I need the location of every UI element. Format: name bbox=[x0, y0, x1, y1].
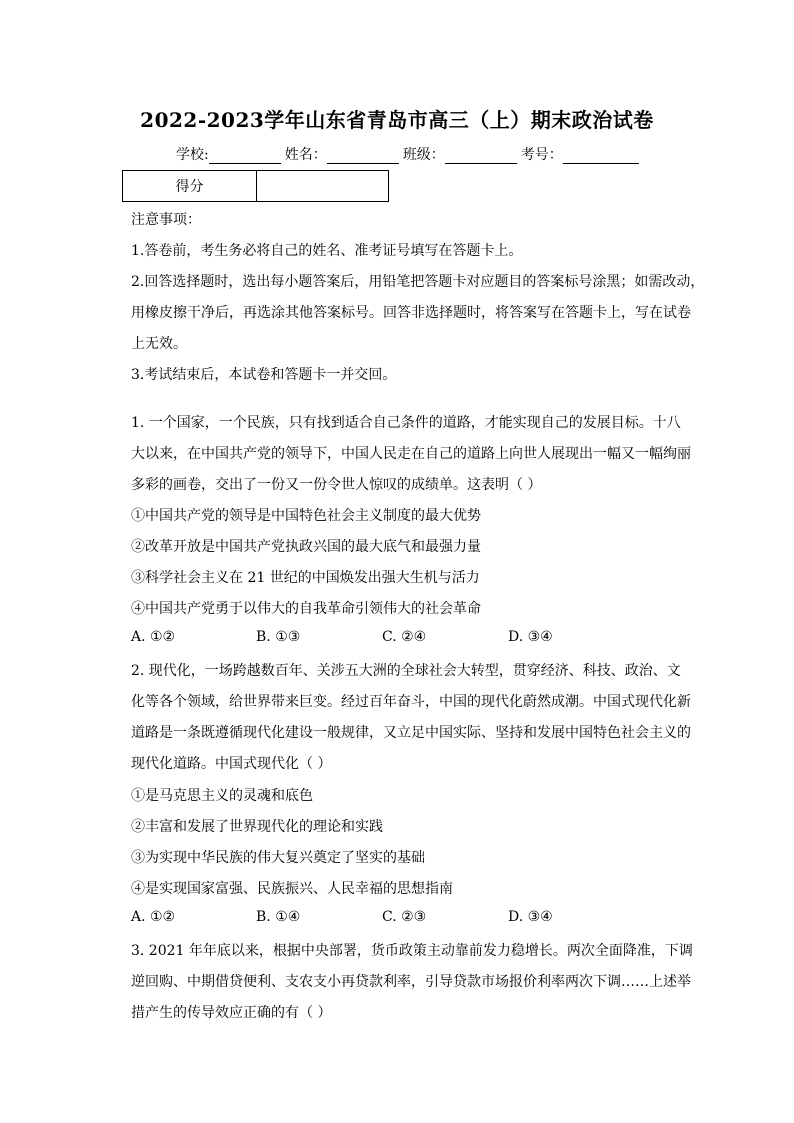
question-stem-line: 逆回购、中期借贷便利、支农支小再贷款利率，引导贷款市场报价利率两次下调……上述举 bbox=[131, 974, 691, 990]
question-statement: ③为实现中华民族的伟大复兴奠定了坚实的基础 bbox=[131, 850, 425, 866]
school-label: 学校: bbox=[176, 147, 209, 163]
option-b[interactable]: B. ①④ bbox=[256, 909, 301, 925]
question-stem-line: 化等各个领域，给世界带来巨变。经过百年奋斗，中国的现代化蔚然成潮。中国式现代化新 bbox=[131, 694, 691, 710]
student-info-row bbox=[176, 144, 643, 164]
option-c[interactable]: C. ②④ bbox=[382, 629, 427, 645]
school-blank[interactable] bbox=[209, 149, 281, 164]
question-stem-line: 道路是一条既遵循现代化建设一般规律，又立足中国实际、坚持和发展中国特色社会主义的 bbox=[131, 725, 691, 741]
notice-heading: 注意事项： bbox=[131, 212, 201, 228]
question-stem-line: 2. 现代化，一场跨越数百年、关涉五大洲的全球社会大转型，贯穿经济、科技、政治、文 bbox=[131, 663, 681, 679]
option-b[interactable]: B. ①③ bbox=[256, 629, 301, 645]
question-stem-line: 多彩的画卷，交出了一份又一份令世人惊叹的成绩单。这表明（ ） bbox=[131, 477, 542, 493]
question-stem-line: 大以来，在中国共产党的领导下，中国人民走在自己的道路上向世人展现出一幅又一幅绚丽 bbox=[131, 446, 691, 462]
notice-line: 1.答卷前，考生务必将自己的姓名、准考证号填写在答题卡上。 bbox=[131, 243, 523, 259]
notice-line: 上无效。 bbox=[131, 336, 187, 352]
question-statement: ①中国共产党的领导是中国特色社会主义制度的最大优势 bbox=[131, 508, 481, 524]
notice-line: 用橡皮擦干净后，再选涂其他答案标号。回答非选择题时，将答案写在答题卡上，写在试卷 bbox=[131, 305, 691, 321]
score-cell[interactable] bbox=[257, 171, 389, 202]
question-stem-line: 3. 2021 年年底以来，根据中央部署，货币政策主动靠前发力稳增长。两次全面降准，下调 bbox=[131, 943, 693, 959]
class-label: 班级： bbox=[402, 147, 445, 163]
option-a[interactable]: A. ①② bbox=[131, 909, 176, 925]
option-d[interactable]: D. ③④ bbox=[508, 909, 553, 925]
question-statement: ②改革开放是中国共产党执政兴国的最大底气和最强力量 bbox=[131, 539, 481, 555]
notice-line: 2.回答选择题时，选出每小题答案后，用铅笔把答题卡对应题目的答案标号涂黑；如需改动， bbox=[131, 274, 705, 290]
question-stem-line: 1. 一个国家，一个民族，只有找到适合自己条件的道路，才能实现自己的发展目标。十八 bbox=[131, 415, 681, 431]
question-statement: ③科学社会主义在 21 世纪的中国焕发出强大生机与活力 bbox=[131, 570, 480, 586]
exam-number-label: 考号： bbox=[520, 147, 563, 163]
score-label: 得分 bbox=[123, 171, 257, 202]
option-c[interactable]: C. ②③ bbox=[382, 909, 427, 925]
score-table bbox=[122, 170, 389, 202]
question-statement: ①是马克思主义的灵魂和底色 bbox=[131, 788, 313, 804]
name-label: 姓名： bbox=[284, 147, 327, 163]
notice-line: 3.考试结束后，本试卷和答题卡一并交回。 bbox=[131, 367, 397, 383]
question-statement: ②丰富和发展了世界现代化的理论和实践 bbox=[131, 819, 383, 835]
page-title: 2022-2023学年山东省青岛市高三（上）期末政治试卷 bbox=[140, 108, 654, 132]
exam-number-blank[interactable] bbox=[563, 149, 639, 164]
question-statement: ④中国共产党勇于以伟大的自我革命引领伟大的社会革命 bbox=[131, 601, 481, 617]
name-blank[interactable] bbox=[327, 149, 399, 164]
option-a[interactable]: A. ①② bbox=[131, 629, 176, 645]
question-statement: ④是实现国家富强、民族振兴、人民幸福的思想指南 bbox=[131, 881, 453, 897]
option-d[interactable]: D. ③④ bbox=[508, 629, 553, 645]
question-stem-line: 现代化道路。中国式现代化（ ） bbox=[131, 756, 332, 772]
question-stem-line: 措产生的传导效应正确的有（ ） bbox=[131, 1005, 332, 1021]
class-blank[interactable] bbox=[445, 149, 517, 164]
